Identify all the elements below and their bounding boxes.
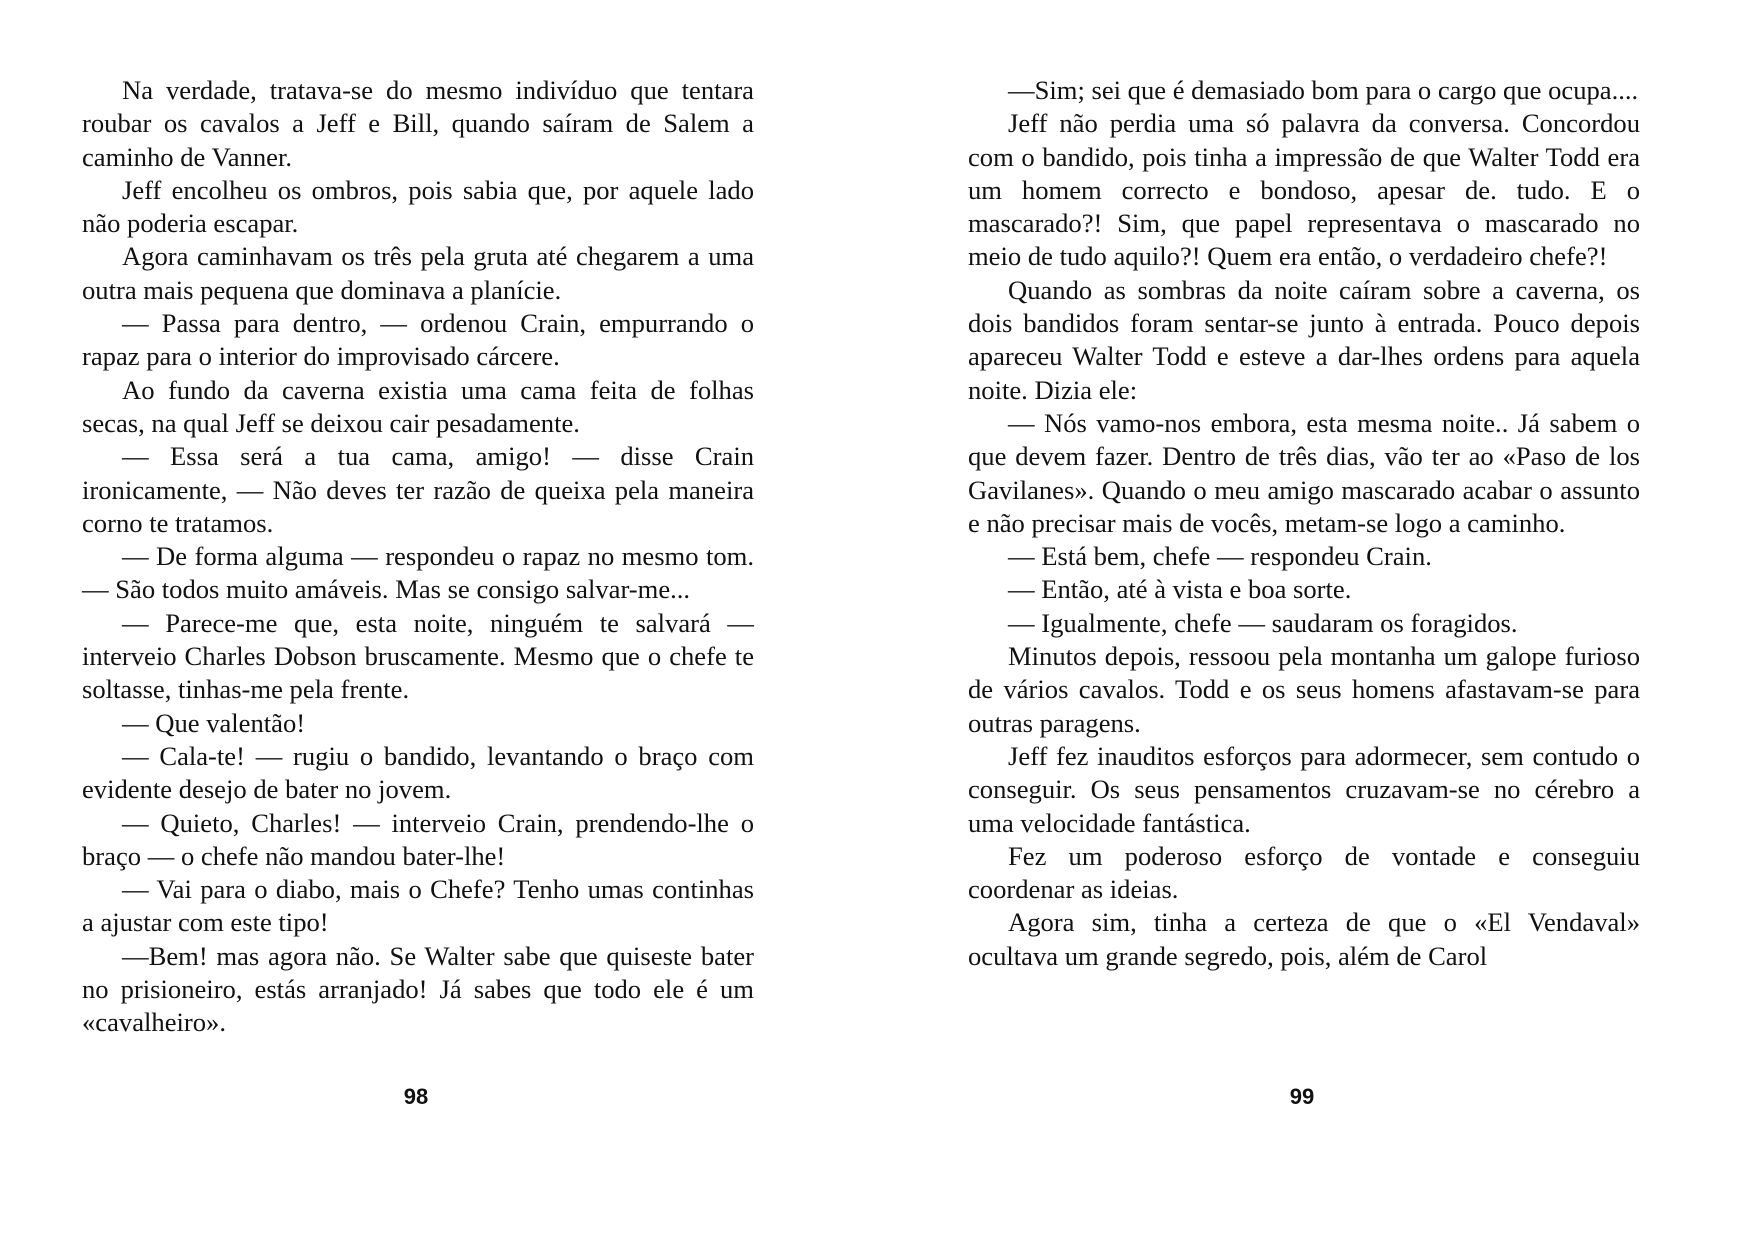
paragraph: — Quieto, Charles! — interveio Crain, prendendo-lhe o braço — o chefe não mandou bater-lhe! (82, 807, 754, 871)
left-page (82, 74, 754, 1040)
paragraph: Agora caminhavam os três pela gruta até chegarem a uma outra mais pequena que dominava a planície. (82, 241, 754, 305)
page-number-right: 99 (1289, 1084, 1315, 1109)
paragraph: —Bem! mas agora não. Se Walter sabe que quiseste bater no prisioneiro, estás arranjado! Já sabes que todo ele é um «cavalheiro». (82, 940, 754, 1038)
paragraph: Fez um poderoso esforço de vontade e conseguiu coordenar as ideias. (968, 840, 1640, 905)
paragraph: — Parece-me que, esta noite, ninguém te salvará — interveio Charles Dobson bruscamente. Mesmo que o chefe te soltasse, tinhas-me pela frente. (82, 607, 754, 705)
right-page (968, 74, 1640, 973)
paragraph: — Que valentão! (122, 707, 306, 738)
paragraph: — Vai para o diabo, mais o Chefe? Tenho umas continhas a ajustar com este tipo! (82, 874, 754, 938)
paragraph: Na verdade, tratava-se do mesmo indivíduo que tentara roubar os cavalos a Jeff e Bill, quando saíram de Salem a caminho de Vanner. (82, 75, 754, 172)
left-page-text (82, 74, 754, 1040)
paragraph: — Cala-te! — rugiu o bandido, levantando o braço com evidente desejo de bater no jovem. (82, 740, 754, 805)
paragraph: —Sim; sei que é demasiado bom para o cargo que ocupa.... (1008, 75, 1639, 105)
page-number-left: 98 (403, 1084, 429, 1109)
paragraph: Jeff não perdia uma só palavra da conversa. Concordou com o bandido, pois tinha a impressão de que Walter Todd era um homem correcto e bondoso, apesar de. tudo. E o mascarado?! Sim, que papel representava o mascarado no meio de tudo aquilo?! Quem era então, o verdadeiro chefe?! (968, 108, 1640, 272)
right-page-text (968, 74, 1640, 973)
paragraph: Quando as sombras da noite caíram sobre a caverna, os dois bandidos foram sentar-se junto à entrada. Pouco depois apareceu Walter Todd e esteve a dar-lhes ordens para aquela noite. Dizia ele: (968, 274, 1640, 405)
paragraph: — Igualmente, chefe — saudaram os foragidos. (1008, 607, 1518, 638)
paragraph: Jeff encolheu os ombros, pois sabia que, por aquele lado não poderia escapar. (82, 174, 754, 239)
paragraph: — Então, até à vista e boa sorte. (1008, 574, 1352, 605)
paragraph: Ao fundo da caverna existia uma cama feita de folhas secas, na qual Jeff se deixou cair pesadamente. (82, 374, 754, 438)
paragraph: — Passa para dentro, — ordenou Crain, empurrando o rapaz para o interior do improvisado cárcere. (82, 308, 754, 372)
paragraph: — Essa será a tua cama, amigo! — disse Crain ironicamente, — Não deves ter razão de queixa pela maneira corno te tratamos. (82, 441, 754, 538)
paragraph: Agora sim, tinha a certeza de que o «El Vendaval» ocultava um grande segredo, pois, além de Carol (968, 907, 1640, 971)
paragraph: Minutos depois, ressoou pela montanha um galope furioso de vários cavalos. Todd e os seus homens afastavam-se para outras paragens. (968, 641, 1640, 738)
paragraph: — Está bem, chefe — respondeu Crain. (1008, 541, 1432, 572)
paragraph: — De forma alguma — respondeu o rapaz no mesmo tom.— São todos muito amáveis. Mas se consigo salvar-me... (82, 541, 754, 605)
paragraph: Jeff fez inauditos esforços para adormecer, sem contudo o conseguir. Os seus pensamentos cruzavam-se no cérebro a uma velocidade fantástica. (968, 740, 1640, 838)
paragraph: — Nós vamo-nos embora, esta mesma noite.. Já sabem o que devem fazer. Dentro de três dias, vão ter ao «Paso de los Gavilanes». Quando o meu amigo mascarado acabar o assunto e não precisar mais de vocês, metam-se logo a caminho. (968, 407, 1640, 538)
